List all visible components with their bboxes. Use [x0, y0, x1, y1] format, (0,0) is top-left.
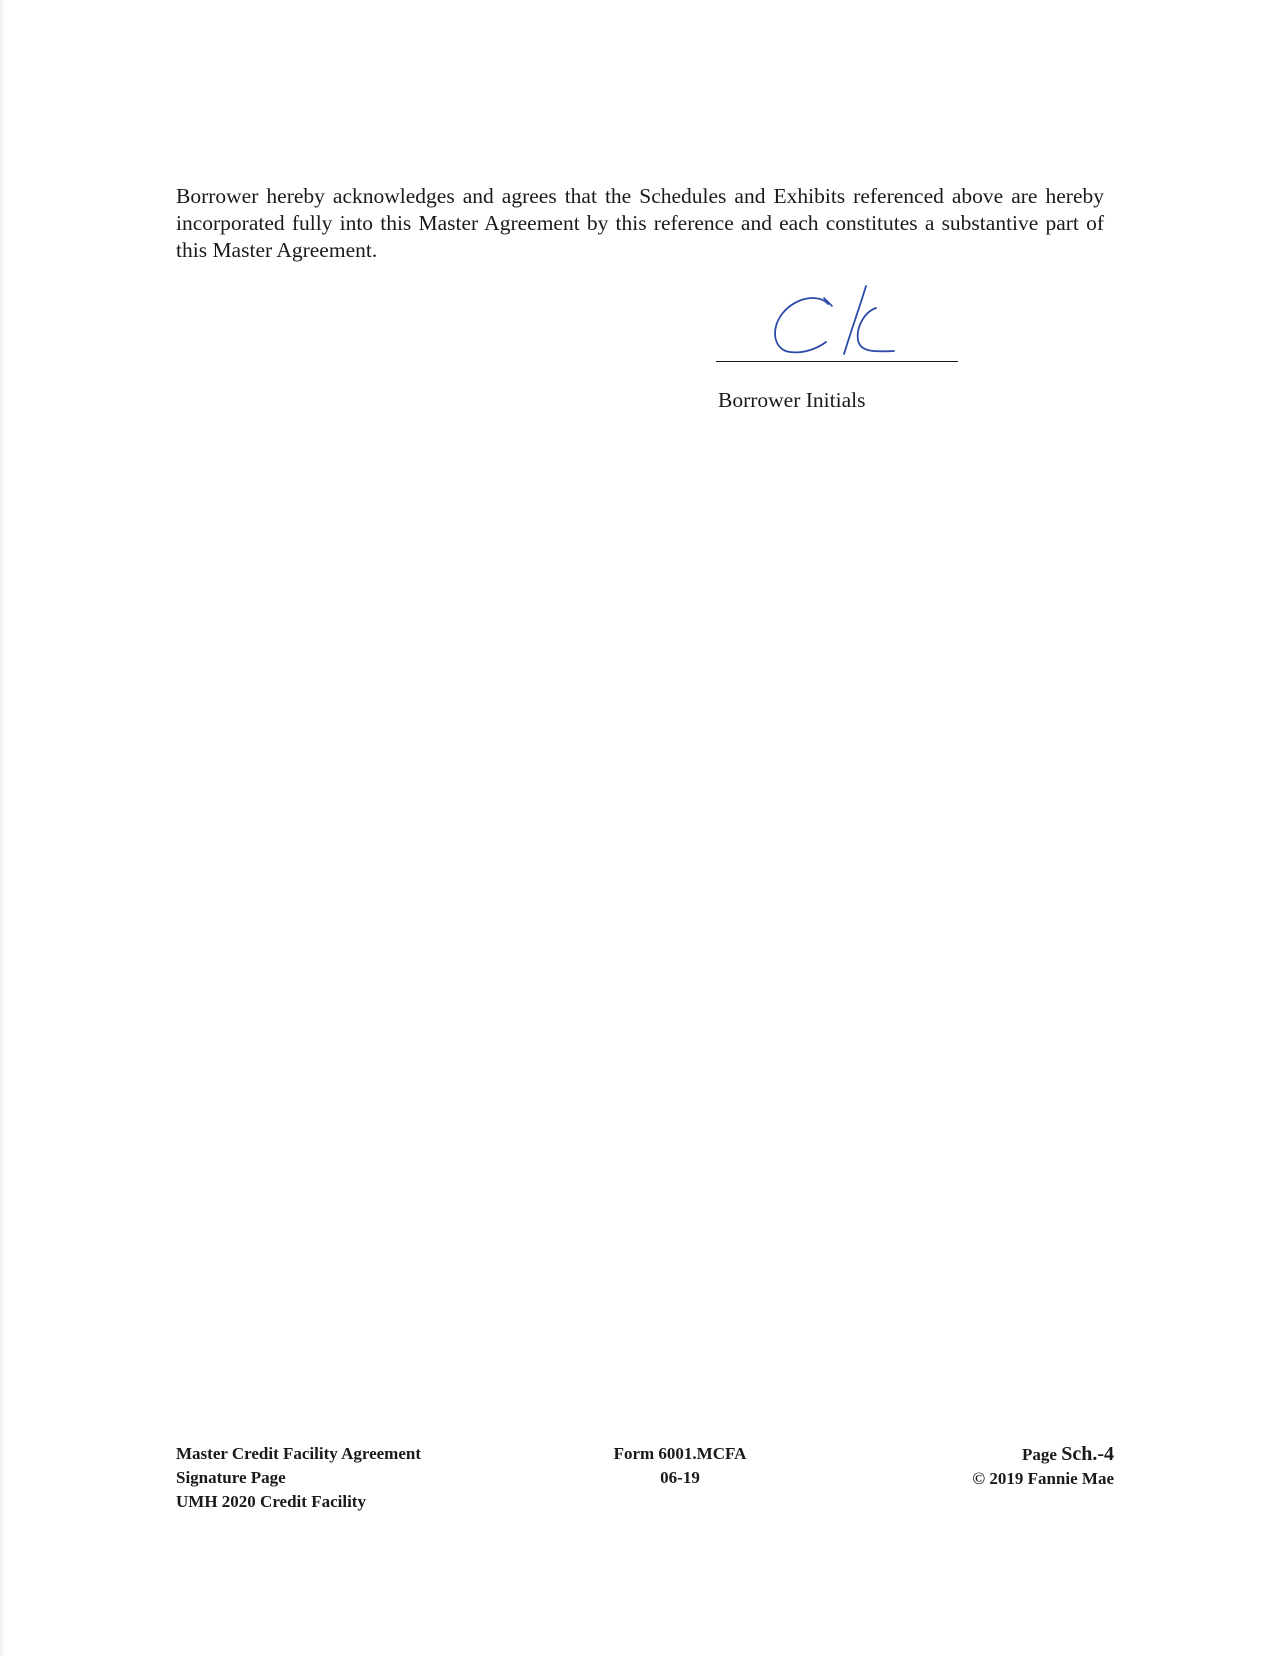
footer-agreement-title: Master Credit Facility Agreement: [176, 1444, 422, 1463]
footer-right: [870, 1442, 1114, 1491]
footer-center: [560, 1442, 800, 1490]
footer-form-date: 06-19: [660, 1468, 700, 1487]
acknowledgement-paragraph: Borrower hereby acknowledges and agrees that the Schedules and Exhibits referenced above are hereby incorporated fully into this Master Agreement by this reference and each constitutes a substantive part of this Master Agreement.: [176, 184, 1104, 262]
footer-facility-name: UMH 2020 Credit Facility: [176, 1492, 366, 1511]
borrower-initials-label: Borrower Initials: [718, 388, 866, 412]
borrower-initials-signature: [760, 284, 910, 366]
footer-form-number: Form 6001.MCFA: [613, 1444, 747, 1463]
footer-copyright: © 2019 Fannie Mae: [972, 1469, 1114, 1488]
footer-page-label: [870, 1442, 1114, 1467]
footer-left: [176, 1442, 421, 1514]
initials-signature-line: [716, 361, 958, 362]
page-number: Sch.-4: [1061, 1443, 1114, 1465]
footer-signature-page: Signature Page: [176, 1468, 286, 1487]
page-edge: [0, 0, 6, 1656]
page-prefix: Page: [1022, 1445, 1062, 1464]
